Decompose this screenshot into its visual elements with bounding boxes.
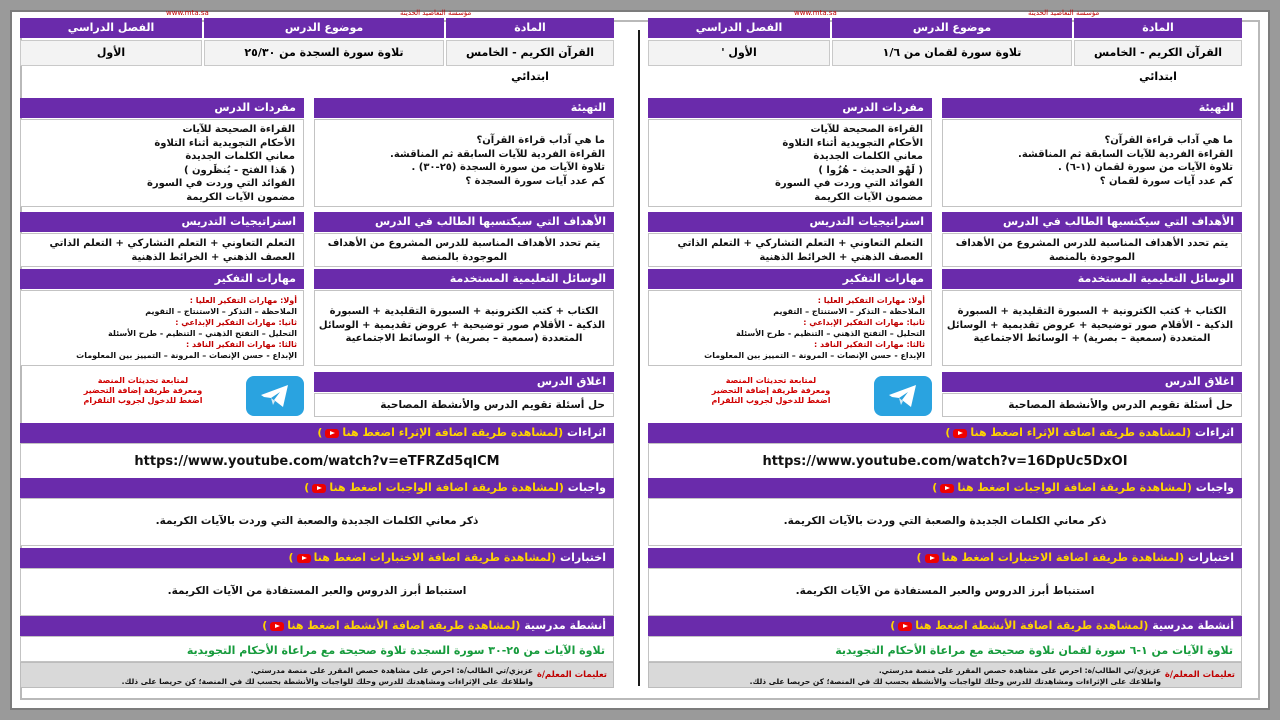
aids-line: الذكية - الأقلام صور توضيحية + عروض تقديمية + الوسائل: [946, 319, 1233, 331]
goals-line: يتم تحدد الأهداف المناسبة للدرس المشروع من الأهداف: [327, 238, 601, 249]
close-paren: ): [890, 619, 896, 632]
term-value: الأول: [20, 40, 202, 66]
vocab-box: [648, 119, 932, 207]
closing-header: اغلاق الدرس: [942, 372, 1242, 392]
lesson-sheet: [20, 9, 614, 690]
homework-title: واجبات: [567, 481, 606, 494]
topic-value: تلاوة سورة السجدة من ٢٥/٣٠: [204, 40, 444, 66]
enrichment-header[interactable]: [20, 423, 614, 443]
homework-text: ذكر معاني الكلمات الجديدة والصعبة التي وردت بالآيات الكريمة.: [20, 498, 614, 546]
youtube-icon[interactable]: [953, 429, 967, 438]
aids-line: الذكية - الأقلام صور توضيحية + عروض تقديمية + الوسائل: [318, 319, 605, 331]
vocab-line: مضمون الآيات الكريمة: [186, 191, 295, 203]
vocab-line: الفوائد التي وردت في السورة: [146, 178, 295, 189]
homework-link[interactable]: (لمشاهدة طريقة اضافة الواجبات اضغط هنا: [957, 481, 1192, 494]
intro-line: كم عدد آيات سورة لقمان ؟: [1099, 175, 1233, 187]
vocab-line: القراءة الصحيحة للآيات: [182, 124, 295, 135]
aids-box: [314, 290, 614, 366]
goals-header: الأهداف التي سيكتسبها الطالب في الدرس: [942, 212, 1242, 232]
aids-line: الكتاب + كتب الكترونية + السبورة التقليدية + السبورة: [957, 306, 1227, 317]
strategies-header: استراتيجيات التدريس: [648, 212, 932, 232]
intro-line: تلاوة الآيات من سورة السجدة (٢٥-٣٠) .: [411, 162, 605, 173]
center-divider: [638, 30, 640, 686]
aids-header: الوسائل التعليمية المستخدمة: [942, 269, 1242, 289]
intro-header: التهيئة: [942, 98, 1242, 118]
tests-title: اختبارات: [1188, 551, 1234, 564]
close-paren: ): [317, 426, 323, 439]
thinking-text: الإبداع - حسن الإنصات – المرونة – التمييز بين المعلومات: [704, 351, 925, 360]
term-header: الفصل الدراسي: [648, 18, 830, 38]
teacher-line: عزيزي/تي الطالب/ة: احرص على مشاهدة حصص المقرر على منصة مدرستي.: [878, 666, 1161, 675]
thinking-header: مهارات التفكير: [648, 269, 932, 289]
tests-header[interactable]: [648, 548, 1242, 568]
intro-line: القراءة الفردية للآيات السابقة ثم المناقشة.: [1018, 148, 1233, 160]
close-paren: ): [288, 551, 294, 564]
vocab-line: ( هَذا الفتح - يُنظَرون ): [183, 164, 295, 176]
thinking-text: الملاحظة – التذكر – الاستنتاج – التقويم: [773, 307, 925, 316]
tests-text: استنباط أبرز الدروس والعبر المستفادة من الآيات الكريمة.: [20, 568, 614, 616]
aids-box: [942, 290, 1242, 366]
intro-line: كم عدد آيات سورة السجدة ؟: [465, 175, 605, 187]
thinking-text: الإبداع - حسن الإنصات – المرونة – التمييز بين المعلومات: [76, 351, 297, 360]
intro-line: ما هي آداب قراءة القرآن؟: [476, 135, 605, 146]
enrichment-link[interactable]: (لمشاهدة طريقة اضافة الإثراء اضغط هنا: [970, 426, 1192, 439]
intro-line: ما هي آداب قراءة القرآن؟: [1104, 135, 1233, 146]
thinking-text: التحليل – التفتح الذهني – التنظيم - طرح الأسئلة: [108, 329, 297, 338]
intro-header: التهيئة: [314, 98, 614, 118]
enrichment-link[interactable]: (لمشاهدة طريقة اضافة الإثراء اضغط هنا: [342, 426, 564, 439]
teacher-instructions: [20, 662, 614, 688]
close-paren: ): [945, 426, 951, 439]
thinking-box: [20, 290, 304, 366]
tests-title: اختبارات: [560, 551, 606, 564]
vocab-line: الأحكام التجويدية أثناء التلاوة: [782, 137, 923, 149]
term-value: الأول ': [648, 40, 830, 66]
closing-text: حل أسئلة تقويم الدرس والأنشطة المصاحبة: [942, 393, 1242, 417]
homework-header[interactable]: [648, 478, 1242, 498]
closing-text: حل أسئلة تقويم الدرس والأنشطة المصاحبة: [314, 393, 614, 417]
youtube-icon[interactable]: [312, 484, 326, 493]
teacher-text: [750, 665, 1161, 687]
term-header: الفصل الدراسي: [20, 18, 202, 38]
strategies-line: العصف الذهني + الخرائط الذهنية: [131, 251, 295, 263]
telegram-icon: [888, 384, 918, 408]
vocab-header: مفردات الدرس: [648, 98, 932, 118]
strategies-box: [648, 233, 932, 267]
youtube-icon[interactable]: [297, 554, 311, 563]
youtube-icon[interactable]: [270, 622, 284, 631]
youtube-icon[interactable]: [325, 429, 339, 438]
homework-header[interactable]: [20, 478, 614, 498]
vocab-line: معاني الكلمات الجديدة: [813, 151, 923, 162]
teacher-instructions: [648, 662, 1242, 688]
thinking-box: [648, 290, 932, 366]
telegram-icon: [260, 384, 290, 408]
teacher-line: واطلاعك على الإثراءات ومشاهدتك للدرس وحلك للواجبات والأنشطة بحسب لك في المنصة؛ كن حريصا على ذلك.: [749, 677, 1161, 686]
teacher-line: واطلاعك على الإثراءات ومشاهدتك للدرس وحلك للواجبات والأنشطة بحسب لك في المنصة؛ كن حريصا على ذلك.: [121, 677, 533, 686]
close-paren: ): [262, 619, 268, 632]
site-url[interactable]: www.mta.sa: [166, 9, 209, 17]
goals-box: [314, 233, 614, 267]
intro-box: [314, 119, 614, 207]
youtube-icon[interactable]: [940, 484, 954, 493]
activities-text: تلاوة الآيات من ١-٦ سورة لقمان تلاوة صحيحة مع مراعاة الأحكام التجويدية: [648, 636, 1242, 662]
subject-value: القرآن الكريم - الخامس ابتدائي: [1074, 40, 1242, 66]
intro-line: تلاوة الآيات من سورة لقمان (١-٦) .: [1057, 162, 1233, 173]
goals-line: الموجودة بالمنصة: [1048, 251, 1136, 263]
activities-title: أنشطة مدرسية: [524, 619, 606, 632]
enrichment-title: اثراءات: [567, 426, 606, 439]
vocab-line: الأحكام التجويدية أثناء التلاوة: [154, 137, 295, 149]
thinking-heading: ثالثا: مهارات التفكير الناقد :: [186, 340, 297, 349]
goals-line: يتم تحدد الأهداف المناسبة للدرس المشروع من الأهداف: [955, 238, 1229, 249]
promo-line: لمتابعة تحديثات المنصة: [725, 376, 817, 385]
thinking-heading: ثانيا: مهارات التفكير الإبداعي :: [175, 318, 297, 327]
strategies-line: التعلم التعاوني + التعلم التشاركي + التعلم الذاتي: [49, 238, 295, 249]
activities-header[interactable]: [20, 616, 614, 636]
activities-link[interactable]: (لمشاهدة طريقة اضافة الأنشطة اضغط هنا: [287, 619, 521, 632]
activities-title: أنشطة مدرسية: [1152, 619, 1234, 632]
enrichment-url[interactable]: https://www.youtube.com/watch?v=16DpUc5DxOI: [648, 443, 1242, 479]
thinking-text: التحليل – التفتح الذهني – التنظيم - طرح الأسئلة: [736, 329, 925, 338]
close-paren: ): [932, 481, 938, 494]
vocab-box: [20, 119, 304, 207]
thinking-heading: أولا: مهارات التفكير العليا :: [189, 296, 297, 305]
tests-link[interactable]: (لمشاهدة طريقة اضافة الاختبارات اضغط هنا: [313, 551, 557, 564]
intro-line: القراءة الفردية للآيات السابقة ثم المناقشة.: [390, 148, 605, 160]
telegram-promo[interactable]: [78, 376, 208, 406]
tests-header[interactable]: [20, 548, 614, 568]
vocab-line: القراءة الصحيحة للآيات: [810, 124, 923, 135]
close-paren: ): [304, 481, 310, 494]
subject-header: المادة: [446, 18, 614, 38]
promo-line: اضغط للدخول لجروب التلقرام: [711, 396, 831, 405]
teacher-label: تعليمات المعلم/ة: [536, 670, 607, 680]
tests-link[interactable]: (لمشاهدة طريقة اضافة الاختبارات اضغط هنا: [941, 551, 1185, 564]
promo-line: لمتابعة تحديثات المنصة: [97, 376, 189, 385]
aids-line: المتعددة (سمعية – بصرية) + الوسائط الاجتماعية: [973, 333, 1211, 344]
vocab-line: مضمون الآيات الكريمة: [814, 191, 923, 203]
homework-title: واجبات: [1195, 481, 1234, 494]
thinking-heading: ثالثا: مهارات التفكير الناقد :: [814, 340, 925, 349]
youtube-icon[interactable]: [898, 622, 912, 631]
homework-text: ذكر معاني الكلمات الجديدة والصعبة التي وردت بالآيات الكريمة.: [648, 498, 1242, 546]
thinking-heading: ثانيا: مهارات التفكير الإبداعي :: [803, 318, 925, 327]
strategies-line: العصف الذهني + الخرائط الذهنية: [759, 251, 923, 263]
vocab-line: الفوائد التي وردت في السورة: [774, 178, 923, 189]
thinking-heading: أولا: مهارات التفكير العليا :: [817, 296, 925, 305]
goals-header: الأهداف التي سيكتسبها الطالب في الدرس: [314, 212, 614, 232]
youtube-icon[interactable]: [925, 554, 939, 563]
tests-text: استنباط أبرز الدروس والعبر المستفادة من الآيات الكريمة.: [648, 568, 1242, 616]
goals-box: [942, 233, 1242, 267]
aids-header: الوسائل التعليمية المستخدمة: [314, 269, 614, 289]
homework-link[interactable]: (لمشاهدة طريقة اضافة الواجبات اضغط هنا: [329, 481, 564, 494]
teacher-label: تعليمات المعلم/ة: [1164, 670, 1235, 680]
promo-line: ومعرفة طريقة إضافة التحضير: [711, 386, 831, 395]
subject-header: المادة: [1074, 18, 1242, 38]
teacher-line: عزيزي/تي الطالب/ة: احرص على مشاهدة حصص المقرر على منصة مدرستي.: [250, 666, 533, 675]
enrichment-header[interactable]: [648, 423, 1242, 443]
aids-line: المتعددة (سمعية – بصرية) + الوسائط الاجتماعية: [345, 333, 583, 344]
strategies-box: [20, 233, 304, 267]
telegram-button[interactable]: [246, 376, 304, 416]
strategies-line: التعلم التعاوني + التعلم التشاركي + التعلم الذاتي: [677, 238, 923, 249]
promo-line: ومعرفة طريقة إضافة التحضير: [83, 386, 203, 395]
vocab-line: معاني الكلمات الجديدة: [185, 151, 295, 162]
activities-header[interactable]: [648, 616, 1242, 636]
vocab-line: ( لَهْو الحديث - هُزُوا ): [818, 164, 923, 176]
enrichment-title: اثراءات: [1195, 426, 1234, 439]
topic-header: موضوع الدرس: [204, 18, 444, 38]
telegram-promo[interactable]: [706, 376, 836, 406]
teacher-text: [122, 665, 533, 687]
topic-value: تلاوة سورة لقمان من ١/٦: [832, 40, 1072, 66]
enrichment-url[interactable]: https://www.youtube.com/watch?v=eTFRZd5qlCM: [20, 443, 614, 479]
strategies-header: استراتيجيات التدريس: [20, 212, 304, 232]
site-url[interactable]: www.mta.sa: [794, 9, 837, 17]
org-name: مؤسسة التعاضيد الحديثة: [1028, 9, 1100, 17]
org-name: مؤسسة التعاضيد الحديثة: [400, 9, 472, 17]
thinking-text: الملاحظة – التذكر – الاستنتاج – التقويم: [145, 307, 297, 316]
lesson-sheet: [648, 9, 1242, 690]
topic-header: موضوع الدرس: [832, 18, 1072, 38]
activities-text: تلاوة الآيات من ٢٥-٣٠ سورة السجدة تلاوة صحيحة مع مراعاة الأحكام التجويدية: [20, 636, 614, 662]
intro-box: [942, 119, 1242, 207]
goals-line: الموجودة بالمنصة: [420, 251, 508, 263]
telegram-button[interactable]: [874, 376, 932, 416]
aids-line: الكتاب + كتب الكترونية + السبورة التقليدية + السبورة: [329, 306, 599, 317]
activities-link[interactable]: (لمشاهدة طريقة اضافة الأنشطة اضغط هنا: [915, 619, 1149, 632]
close-paren: ): [916, 551, 922, 564]
thinking-header: مهارات التفكير: [20, 269, 304, 289]
subject-value: القرآن الكريم - الخامس ابتدائي: [446, 40, 614, 66]
promo-line: اضغط للدخول لجروب التلقرام: [83, 396, 203, 405]
vocab-header: مفردات الدرس: [20, 98, 304, 118]
closing-header: اغلاق الدرس: [314, 372, 614, 392]
